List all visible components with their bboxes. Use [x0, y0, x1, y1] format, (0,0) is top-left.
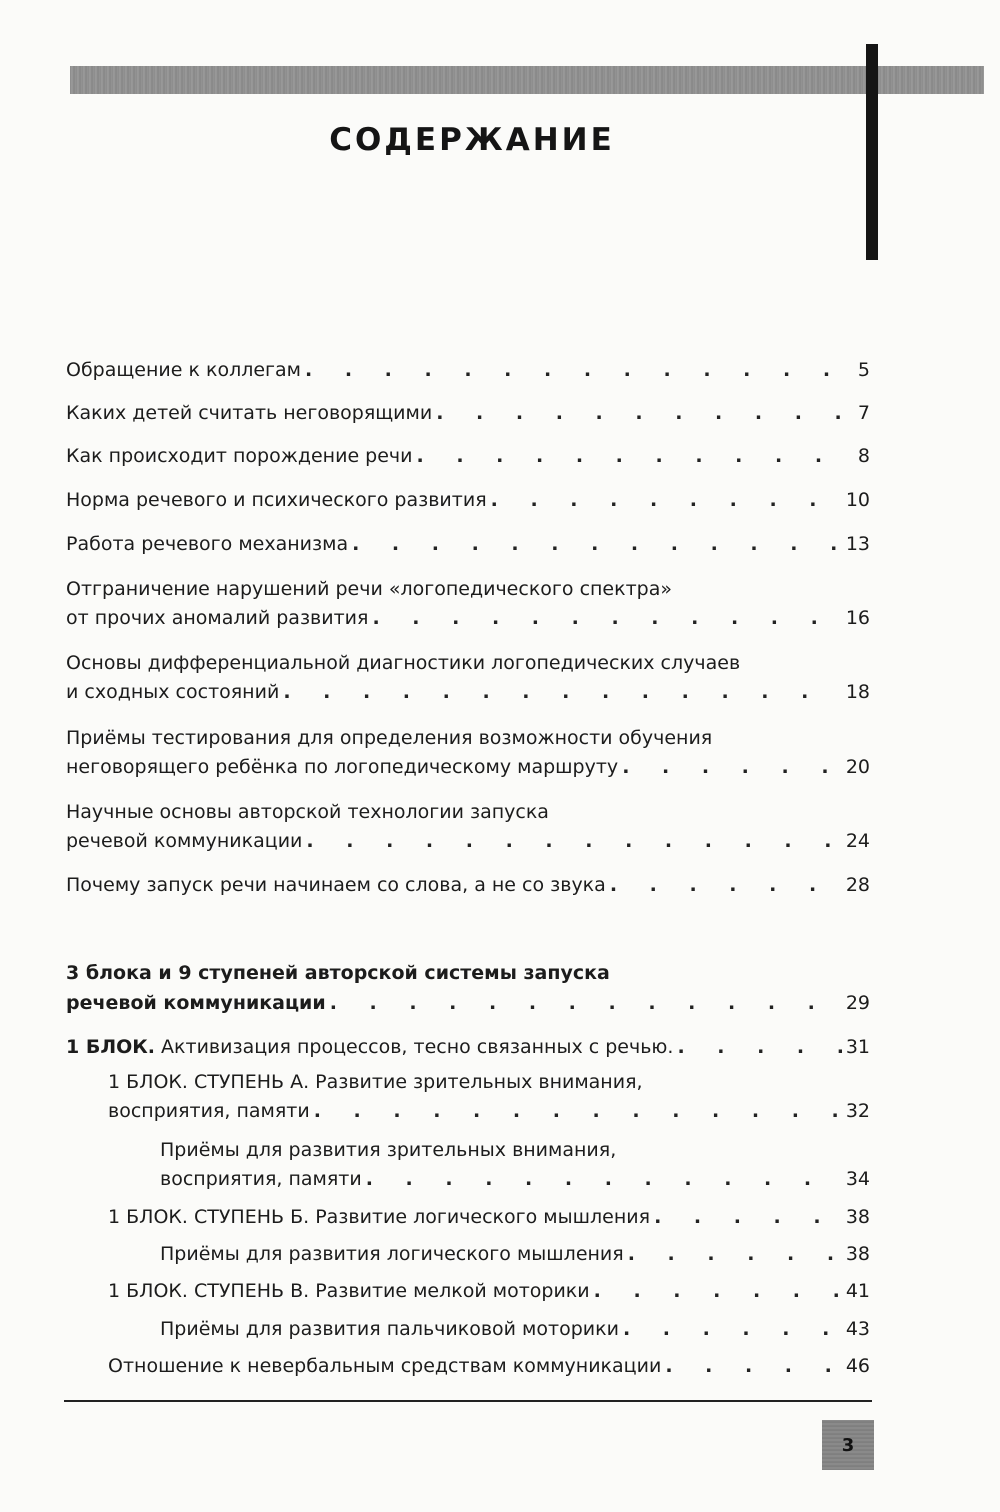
toc-entry[interactable] [66, 605, 870, 631]
toc-entry-page: 29 [845, 992, 870, 1014]
toc-subentry-title-line1: Приёмы для развития зрительных внимания, [160, 1139, 617, 1161]
toc-entry-title: восприятия, памяти [160, 1168, 362, 1190]
toc-entry-page: 38 [845, 1243, 870, 1265]
toc-subentry[interactable] [108, 1278, 870, 1304]
toc-subentry[interactable] [108, 1204, 870, 1230]
toc-subentry[interactable] [160, 1166, 870, 1192]
toc-entry-page: 46 [845, 1355, 870, 1377]
dot-leader [306, 828, 841, 854]
toc-entry-title [66, 1034, 673, 1060]
toc-entry-title: Отношение к невербальным средствам коммуникации [108, 1355, 662, 1377]
toc-entry-page: 8 [857, 445, 870, 467]
toc-entry-page: 28 [845, 874, 870, 896]
toc-entry-title: Норма речевого и психического развития [66, 489, 487, 511]
dot-leader [491, 487, 842, 513]
toc-entry-title: Как происходит порождение речи [66, 445, 413, 467]
dot-leader [314, 1098, 842, 1124]
dot-leader [610, 872, 842, 898]
block-label: 1 БЛОК. [66, 1036, 155, 1058]
toc-entry[interactable] [66, 828, 870, 854]
toc-entry-page: 7 [857, 402, 870, 424]
toc-entry-title: и сходных состояний [66, 681, 280, 703]
dot-leader [436, 400, 854, 426]
toc-entry-title: Приёмы для развития пальчиковой моторики [160, 1318, 619, 1340]
toc-entry-title: неговорящего ребёнка по логопедическому маршруту [66, 756, 619, 778]
toc-entry[interactable] [66, 487, 870, 513]
page-number-badge: 3 [822, 1420, 874, 1470]
toc-entry-page: 5 [857, 359, 870, 381]
toc-subentry-title-line1: 1 БЛОК. СТУПЕНЬ А. Развитие зрительных внимания, [108, 1071, 643, 1093]
toc-subentry[interactable] [108, 1353, 870, 1379]
toc-entry-page: 43 [845, 1318, 870, 1340]
dot-leader [330, 990, 842, 1016]
toc-entry-page: 34 [845, 1168, 870, 1190]
header-gray-band [70, 66, 984, 94]
dot-leader [654, 1204, 842, 1230]
toc-subentry[interactable] [108, 1098, 870, 1124]
toc-entry-title: Работа речевого механизма [66, 533, 349, 555]
toc-entry-title: Приёмы для развития логического мышления [160, 1243, 624, 1265]
dot-leader [677, 1034, 841, 1060]
toc-entry-title-line1: Научные основы авторской технологии запуска [66, 801, 549, 823]
bottom-divider [64, 1400, 872, 1402]
toc-entry-title: 1 БЛОК. СТУПЕНЬ В. Развитие мелкой моторики [108, 1280, 590, 1302]
dot-leader [623, 1316, 842, 1342]
toc-entry[interactable] [66, 754, 870, 780]
toc-entry-page: 20 [845, 756, 870, 778]
toc-entry[interactable] [66, 357, 870, 383]
toc-entry-title: Почему запуск речи начинаем со слова, а не со звука [66, 874, 606, 896]
toc-entry-title-line1: Основы дифференциальной диагностики логопедических случаев [66, 652, 741, 674]
dot-leader [305, 357, 854, 383]
toc-section-entry[interactable] [66, 990, 870, 1016]
toc-subentry[interactable] [160, 1316, 870, 1342]
dot-leader [622, 754, 842, 780]
toc-entry-title: восприятия, памяти [108, 1100, 310, 1122]
toc-block-entry[interactable] [66, 1034, 870, 1060]
toc-entry[interactable] [66, 872, 870, 898]
block-title: Активизация процессов, тесно связанных с речью. [155, 1036, 674, 1058]
toc-subentry[interactable] [160, 1241, 870, 1267]
toc-entry-title: Каких детей считать неговорящими [66, 402, 433, 424]
dot-leader [628, 1241, 842, 1267]
toc-entry-page: 18 [845, 681, 870, 703]
dot-leader [372, 605, 841, 631]
toc-entry-title: от прочих аномалий развития [66, 607, 369, 629]
dot-leader [352, 531, 842, 557]
toc-entry[interactable] [66, 679, 870, 705]
page-title: СОДЕРЖАНИЕ [329, 122, 615, 158]
section-title-line1: 3 блока и 9 ступеней авторской системы запуска [66, 962, 610, 984]
toc-entry-title: Обращение к коллегам [66, 359, 302, 381]
toc-entry-page: 38 [845, 1206, 870, 1228]
toc-entry-title-line1: Отграничение нарушений речи «логопедического спектра» [66, 578, 672, 600]
toc-entry-page: 16 [845, 607, 870, 629]
toc-entry[interactable] [66, 531, 870, 557]
toc-entry-page: 41 [845, 1280, 870, 1302]
toc-entry-title: 1 БЛОК. СТУПЕНЬ Б. Развитие логического мышления [108, 1206, 651, 1228]
toc-entry[interactable] [66, 400, 870, 426]
toc-entry-title-line1: Приёмы тестирования для определения возможности обучения [66, 727, 713, 749]
dot-leader [417, 443, 854, 469]
dot-leader [366, 1166, 842, 1192]
toc-entry-page: 24 [845, 830, 870, 852]
toc-entry[interactable] [66, 443, 870, 469]
dot-leader [665, 1353, 842, 1379]
toc-entry-page: 13 [845, 533, 870, 555]
dot-leader [594, 1278, 842, 1304]
toc-entry-page: 32 [845, 1100, 870, 1122]
toc-entry-page: 31 [845, 1036, 870, 1058]
toc-entry-title: речевой коммуникации [66, 830, 303, 852]
toc-entry-page: 10 [845, 489, 870, 511]
section-title: речевой коммуникации [66, 992, 326, 1014]
dot-leader [283, 679, 842, 705]
